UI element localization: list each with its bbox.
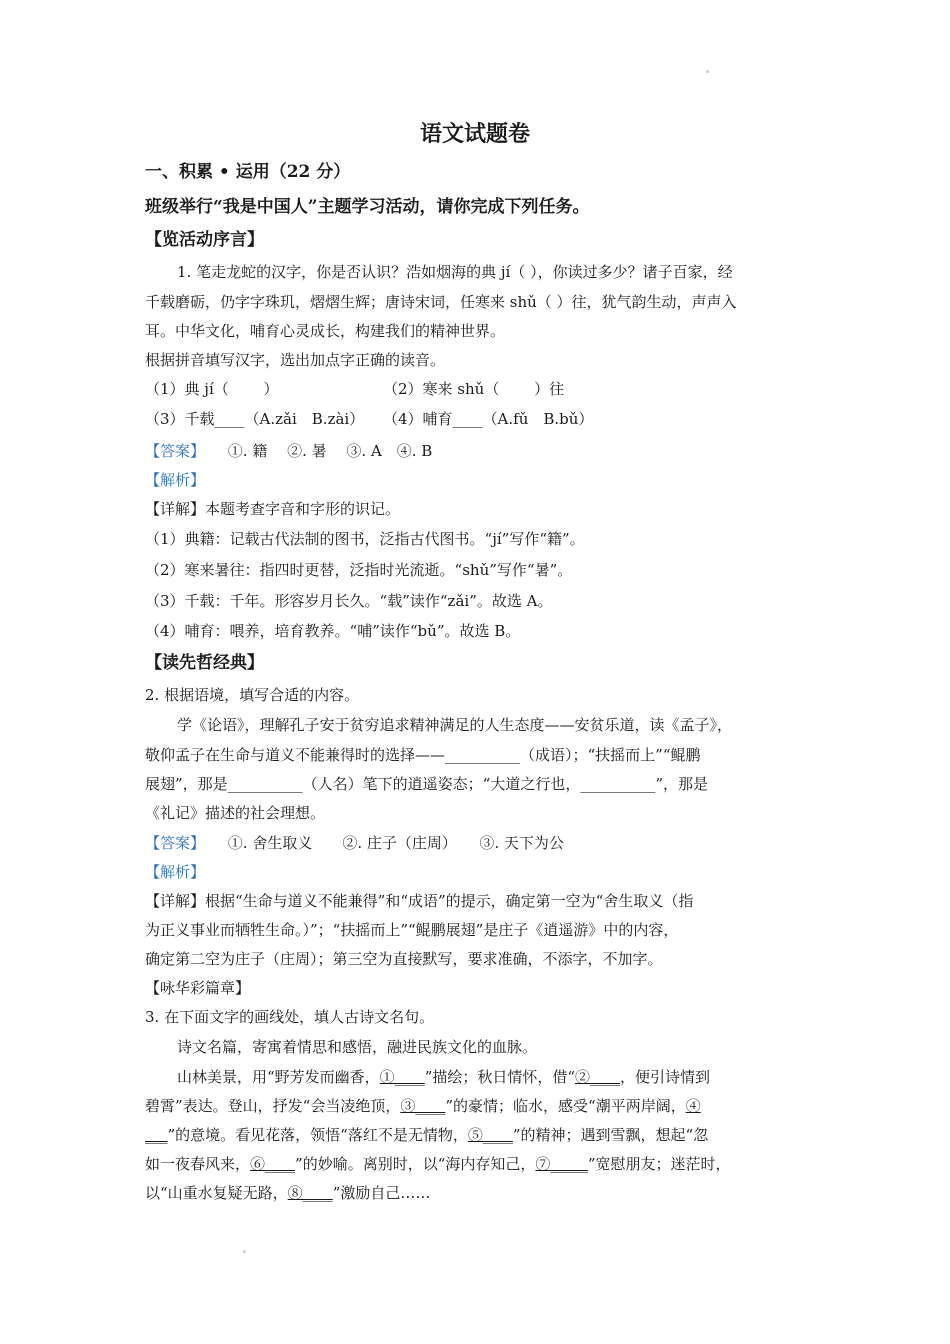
q2-answer (145, 833, 810, 853)
answer-text: ①. 舍生取义 ②. 庄子（庄周） ③. 天下为公 (227, 834, 564, 852)
activity-intro: 班级举行“我是中国人”主题学习活动，请你完成下列任务。 (145, 197, 590, 217)
q3-passage-line (145, 1096, 810, 1116)
answer-text: ①. 籍 ②. 暑 ③. A ④. B (227, 442, 433, 460)
q1-detail: （2）寒来暑往：指四时更替，泛指时光流逝。“shǔ”写作“暑”。 (145, 561, 573, 579)
q1-passage-line: 耳。中华文化，哺育心灵成长，构建我们的精神世界。 (145, 322, 506, 340)
q3-text: 碧霄”表达。登山，抒发“会当凌绝顶， (145, 1097, 401, 1115)
q2-detail: 确定第二空为庄子（庄周）；第三空为直接默写，要求准确，不添字，不加字。 (145, 950, 663, 968)
scan-speck (243, 1250, 246, 1253)
q3-text: ”的精神；遇到雪飘，想起“忽 (512, 1126, 709, 1144)
q3-text: 如一夜春风来， (145, 1155, 251, 1173)
q3-text: ”宽慰朋友；迷茫时， (587, 1155, 731, 1173)
q3-passage-line (177, 1067, 810, 1087)
blank-4-cont: ___ (145, 1126, 168, 1144)
q3-text: ”描绘；秋日情怀，借“ (424, 1068, 576, 1086)
q2-prompt: 2. 根据语境，填写合适的内容。 (145, 686, 360, 704)
answer-tag: 【答案】 (145, 442, 206, 460)
q2-passage-line: 展翅”，那是__________（人名）笔下的逍遥姿态；“大道之行也，__________”，那是 (145, 775, 709, 793)
blank-5: ⑤____ (467, 1126, 513, 1144)
blank-1: ①____ (379, 1068, 425, 1086)
q3-passage-line (145, 1125, 810, 1145)
q1-option-2: （2）寒来 shǔ（ ）往 (383, 380, 565, 398)
q3-text: 山林美景，用“野芳发而幽香， (177, 1068, 380, 1086)
q1-detail: 【详解】本题考查字音和字形的识记。 (145, 500, 401, 518)
q2-detail: 为正义事业而牺牲生命。）”；“扶摇而上”“鲲鹏展翅”是庄子《逍遥游》中的内容， (145, 921, 679, 939)
page-title: 语文试题卷 (419, 121, 530, 147)
q1-option-3: （3）千载____（A.zǎi B.zài） (145, 410, 365, 428)
part-heading-preface: 【览活动序言】 (145, 230, 264, 250)
q2-passage-line: 《礼记》描述的社会理想。 (145, 804, 326, 822)
part-heading-poems: 【咏华彩篇章】 (145, 979, 251, 997)
analysis-tag: 【解析】 (145, 863, 206, 881)
section-heading: 一、积累 • 运用（22 分） (145, 162, 351, 182)
scan-speck (706, 70, 709, 73)
blank-3: ③____ (400, 1097, 446, 1115)
blank-7: ⑦_____ (535, 1155, 588, 1173)
q3-text: 以“山重水复疑无路， (145, 1184, 288, 1202)
q3-text: ”的豪情；临水，感受“潮平两岸阔， (445, 1097, 686, 1115)
blank-2: ②____ (575, 1068, 621, 1086)
blank-4: ④ (685, 1097, 701, 1115)
q3-passage-line: 诗文名篇，寄寓着情思和感悟，融进民族文化的血脉。 (177, 1038, 538, 1056)
q1-passage-line: 1. 笔走龙蛇的汉字，你是否认识？浩如烟海的典 jí（ ），你读过多少？诸子百家，经 (177, 263, 733, 281)
analysis-tag: 【解析】 (145, 471, 206, 489)
q3-passage-line (145, 1183, 810, 1203)
q3-prompt: 3. 在下面文字的画线处，填人古诗文名句。 (145, 1008, 435, 1026)
q1-passage-line: 千载磨砺，仍字字珠玑，熠熠生辉；唐诗宋词，任寒来 shǔ（ ）往，犹气韵生动，声声入 (145, 293, 737, 311)
part-heading-classics: 【读先哲经典】 (145, 653, 264, 673)
q3-text: ，便引诗情到 (620, 1068, 711, 1086)
q2-passage-line: 敬仰孟子在生命与道义不能兼得时的选择——__________（成语）；“扶摇而上”“鲲鹏 (145, 746, 701, 764)
q1-prompt: 根据拼音填写汉字，选出加点字正确的读音。 (145, 351, 446, 369)
q3-text: ”的妙喻。离别时，以“海内存知己， (295, 1155, 536, 1173)
q3-passage-line (145, 1154, 810, 1174)
q1-option-4: （4）哺育____（A.fǔ B.bǔ） (383, 410, 594, 428)
q1-detail: （4）哺育：喂养，培育教养。“哺”读作“bǔ”。故选 B。 (145, 622, 521, 640)
q3-text: ”的意境。看见花落，领悟“落红不是无情物， (167, 1126, 468, 1144)
q3-text: ”激励自己…… (332, 1184, 431, 1202)
q1-answer (145, 441, 810, 461)
blank-8: ⑧____ (287, 1184, 333, 1202)
q2-passage-line: 学《论语》，理解孔子安于贫穷追求精神满足的人生态度——安贫乐道，读《孟子》， (177, 716, 733, 734)
q1-detail: （1）典籍：记载古代法制的图书，泛指古代图书。“jí”写作“籍”。 (145, 530, 585, 548)
q1-detail: （3）千载：千年。形容岁月长久。“载”读作“zǎi”。故选 A。 (145, 592, 553, 610)
q2-detail: 【详解】根据“生命与道义不能兼得”和“成语”的提示，确定第一空为“舍生取义（指 (145, 892, 694, 910)
blank-6: ⑥____ (250, 1155, 296, 1173)
q1-option-1: （1）典 jí（ ） (145, 380, 279, 398)
answer-tag: 【答案】 (145, 834, 206, 852)
